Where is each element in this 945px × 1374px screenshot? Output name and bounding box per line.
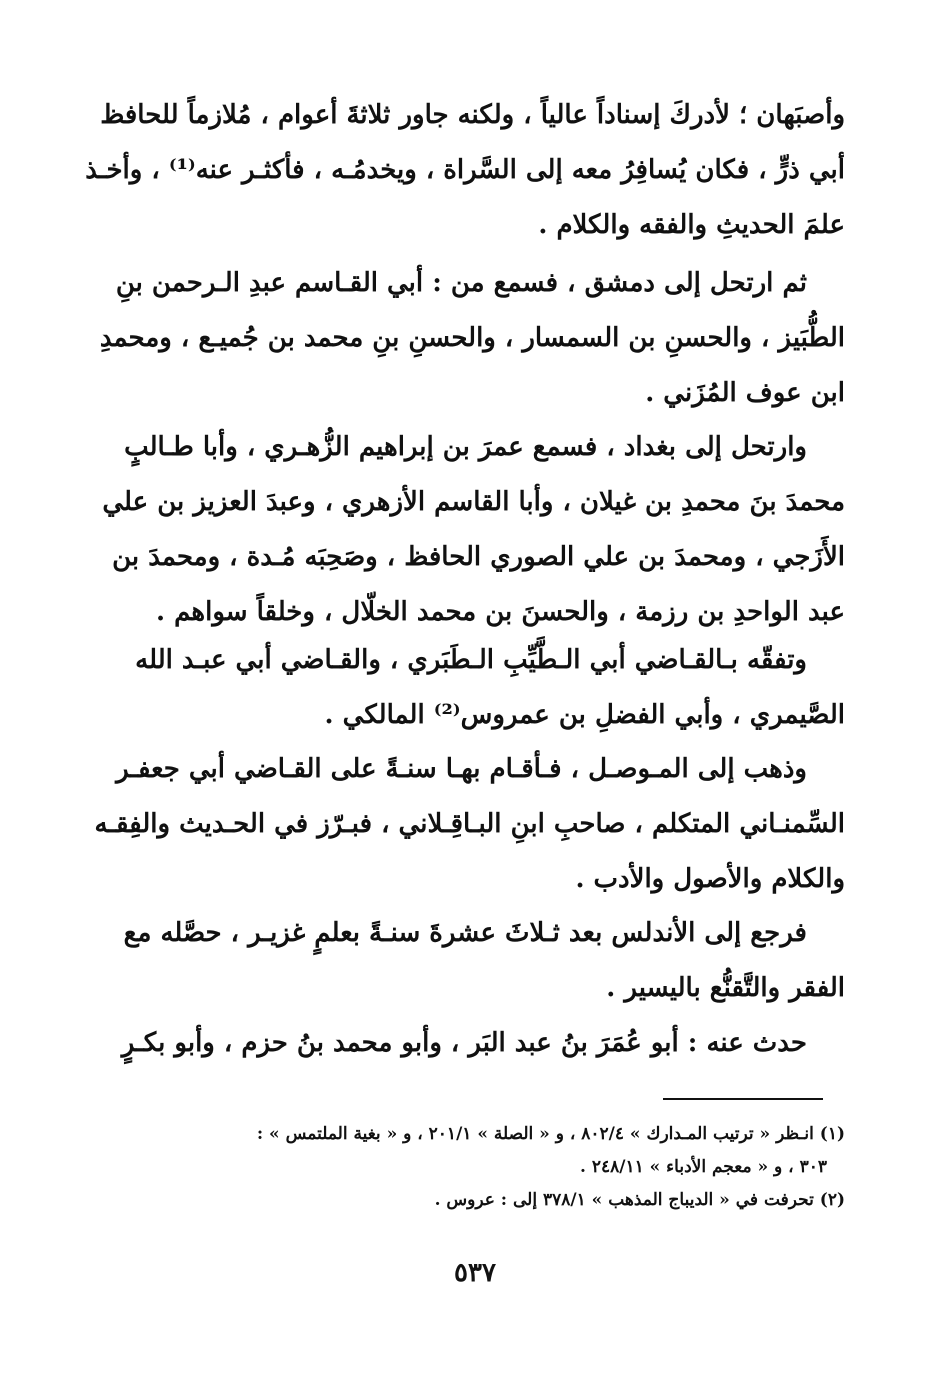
text-line: حدث عنه : أبو عُمَرَ بنُ عبد البَر ، وأبو محمد بنُ حزم ، وأبو بكـرٍ [121,1028,807,1058]
text-line: السِّمنـاني المتكلم ، صاحبِ ابنِ البـاقِـلاني ، فبـرّز في الحـديث والفِقـه [94,809,845,839]
paragraph-6 [123,906,845,1016]
footnote-divider [663,1098,823,1100]
text-line: محمدَ بنَ محمدِ بن غيلان ، وأبا القاسم الأزهري ، وعبدَ العزيز بن علي [102,487,845,517]
text-line: عبد الواحدِ بن رزمة ، والحسنَ بن محمد الخلّال ، وخلقاً سواهم . [156,597,845,627]
text-line: الأَزَجي ، ومحمدَ بن علي الصوري الحافظ ، وصَحِبَه مُـدة ، ومحمدَ بن [112,542,845,572]
paragraph-1 [85,88,845,253]
text-line: ابن عوف المُزَني . [645,378,845,408]
footnote-line: ٣٠٣ ، و « معجم الأدباء » ٢٤٨/١١ . [580,1157,827,1177]
paragraph-5 [94,742,845,907]
text-line: وأصبَهان ؛ لأدركَ إسناداً عالياً ، ولكنه جاور ثلاثةَ أعوام ، مُلازماً للحافظ [100,100,845,130]
paragraph-7 [121,1016,845,1071]
text-line: الفقر والتَّقنُّع باليسير . [606,973,845,1003]
text-line: الصَّيمري ، وأبي الفضلِ بن عمروس⁽²⁾ المالكي . [324,700,845,730]
text-line: فرجع إلى الأندلس بعد ثـلاثَ عشرةَ سنـةً بعلمٍ غزيـر ، حصَّله مع [123,918,807,948]
footnote-line: (١) انـظر « ترتيب المـدارك » ٨٠٢/٤ ، و « الصلة » ٢٠١/١ ، و « بغية الملتمس » : [256,1124,845,1144]
footnotes [155,1118,845,1217]
text-line: الطُّبَيز ، والحسنِ بن السمسار ، والحسنِ بنِ محمد بن جُميـع ، ومحمدِ [99,323,845,353]
text-line: وارتحل إلى بغداد ، فسمع عمرَ بن إبراهيم الزُّهـري ، وأبا طـالبٍ [124,432,807,462]
text-line: وذهب إلى المـوصـل ، فـأقـام بهـا سنـةً على القـاضي أبي جعفـر [116,754,807,784]
text-line: والكلام والأصول والأدب . [575,864,845,894]
text-line: أبي ذرٍّ ، فكان يُسافِرُ معه إلى السَّراة ، ويخدمُـه ، فأكثـر عنه⁽¹⁾ ، وأخـذ [85,155,845,185]
text-line: علمَ الحديثِ والفقه والكلام . [538,210,845,240]
paragraph-2 [99,256,845,421]
paragraph-4 [135,633,845,743]
footnote-line: (٢) تحرفت في « الديباج المذهب » ٣٧٨/١ إلى : عروس . [434,1190,845,1210]
text-line: ثم ارتحل إلى دمشق ، فسمع من : أبي القـاسم عبدِ الـرحمن بنِ [115,268,807,298]
page-number: ٥٣٧ [454,1258,496,1288]
paragraph-3 [102,420,845,640]
text-line: وتفقّه بـالقـاضي أبي الـطَّيِّبِ الـطَبَري ، والقـاضي أبي عبـد الله [135,645,807,675]
